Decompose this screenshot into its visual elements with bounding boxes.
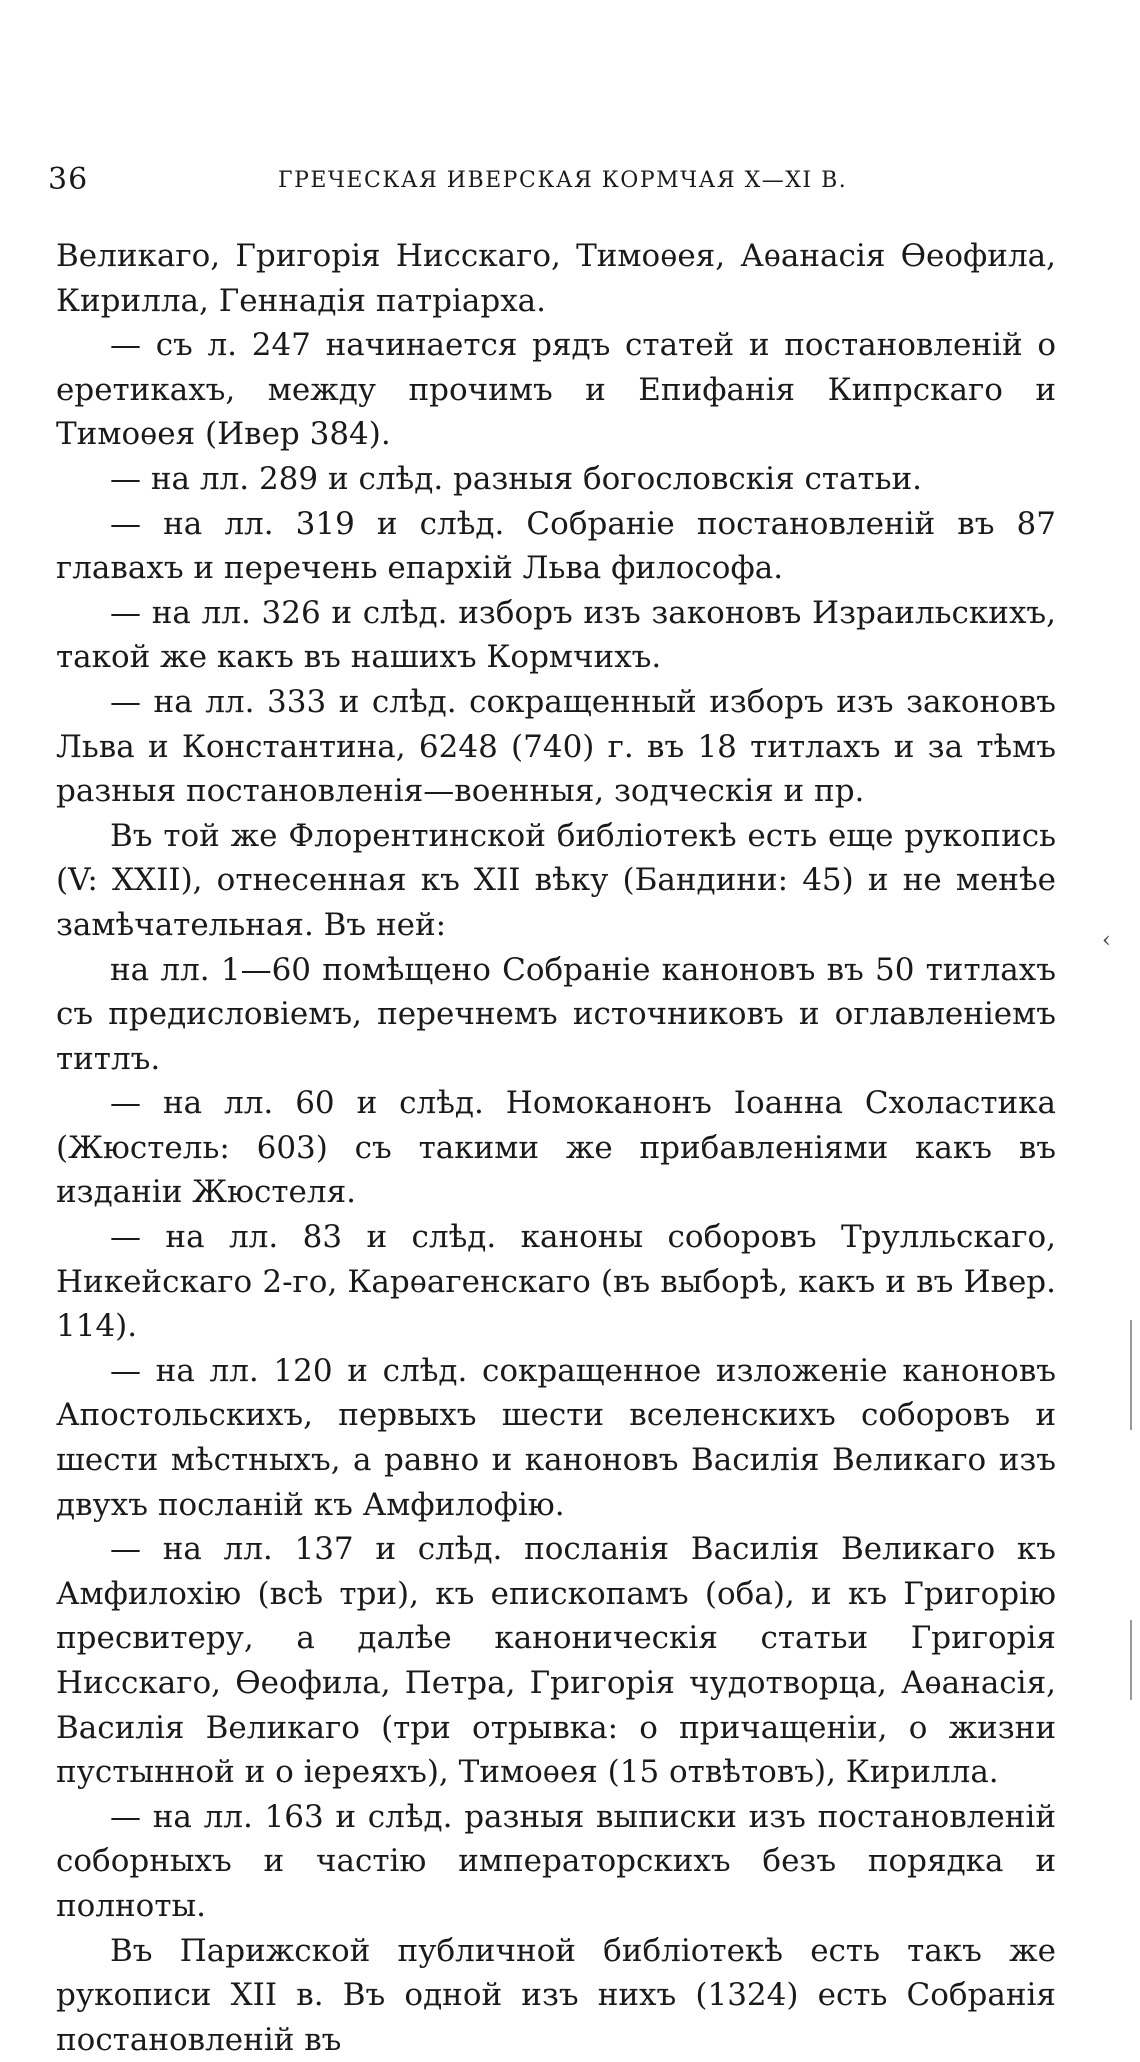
paragraph: — на лл. 333 и слѣд. сокращенный изборъ изъ законовъ Льва и Константина, 6248 (740) г. въ 18 титлахъ и за тѣмъ разныя постановленія—военныя, зодческія и пр. <box>56 683 1056 810</box>
paragraph: Въ той же Флорентинской библіотекѣ есть еще рукопись (V: XXII), отнесенная къ XII вѣку (Бандини: 45) и не менѣе замѣчательная. Въ ней: <box>56 817 1056 943</box>
paragraph: — на лл. 83 и слѣд. каноны соборовъ Трулльскаго, Никейскаго 2-го, Карѳагенскаго (въ выборѣ, какъ и въ Ивер. 114). <box>56 1219 1056 1345</box>
paragraph: — на лл. 137 и слѣд. посланія Василія Великаго къ Амфилохію (всѣ три), къ епископамъ (оба), и къ Григорію пресвитеру, а далѣе каноническія статьи Григорія Нисскаго, Ѳеофила, Петра, Григорія чудотворца, Аѳанасія, Василія Великаго (три отрывка: о причащеніи, о жизни пустынной и о іереяхъ), Тимоѳея (15 отвѣтовъ), Кирилла. <box>56 1531 1056 1791</box>
paragraph: — на лл. 319 и слѣд. Собраніе постановленій въ 87 главахъ и перечень епархій Льва философа. <box>56 505 1056 587</box>
paragraph: — на лл. 326 и слѣд. изборъ изъ законовъ Израильскихъ, такой же какъ въ нашихъ Кормчихъ. <box>56 594 1056 676</box>
paragraph: Великаго, Григорія Нисскаго, Тимоѳея, Аѳанасія Ѳеофила, Кирилла, Геннадія патріарха. <box>56 238 1056 319</box>
paragraph: — на лл. 60 и слѣд. Номоканонъ Іоанна Схоластика (Жюстель: 603) съ такими же прибавленіями какъ въ изданіи Жюстеля. <box>56 1085 1056 1211</box>
page-number: 36 <box>48 162 89 197</box>
page-header <box>48 162 1048 202</box>
margin-mark-icon: ‹ <box>1102 928 1111 953</box>
scan-edge-line <box>1130 1320 1132 1430</box>
paragraph: на лл. 1—60 помѣщено Собраніе каноновъ въ 50 титлахъ съ предисловіемъ, перечнемъ источниковъ и оглавленіемъ титлъ. <box>56 951 1056 1077</box>
paragraph: Въ Парижской публичной библіотекѣ есть такъ же рукописи XII в. Въ одной изъ нихъ (1324) есть Собранія постановленій въ <box>56 1932 1056 2058</box>
paragraph: — съ л. 247 начинается рядъ статей и постановленій о еретикахъ, между прочимъ и Епифанія Кипрскаго и Тимоѳея (Ивер 384). <box>56 327 1056 453</box>
body-text <box>56 234 1056 2062</box>
paragraph: — на лл. 120 и слѣд. сокращенное изложеніе каноновъ Апостольскихъ, первыхъ шести вселенскихъ соборовъ и шести мѣстныхъ, а равно и каноновъ Василія Великаго изъ двухъ посланій къ Амфилофію. <box>56 1352 1056 1523</box>
running-title: ГРЕЧЕСКАЯ ИВЕРСКАЯ КОРМЧАЯ X—XI В. <box>278 168 848 193</box>
paragraph: — на лл. 289 и слѣд. разныя богословскія статьи. <box>110 460 923 497</box>
paragraph: — на лл. 163 и слѣд. разныя выписки изъ постановленій соборныхъ и частію императорскихъ безъ порядка и полноты. <box>56 1798 1056 1924</box>
scan-edge-line <box>1130 1620 1132 1700</box>
